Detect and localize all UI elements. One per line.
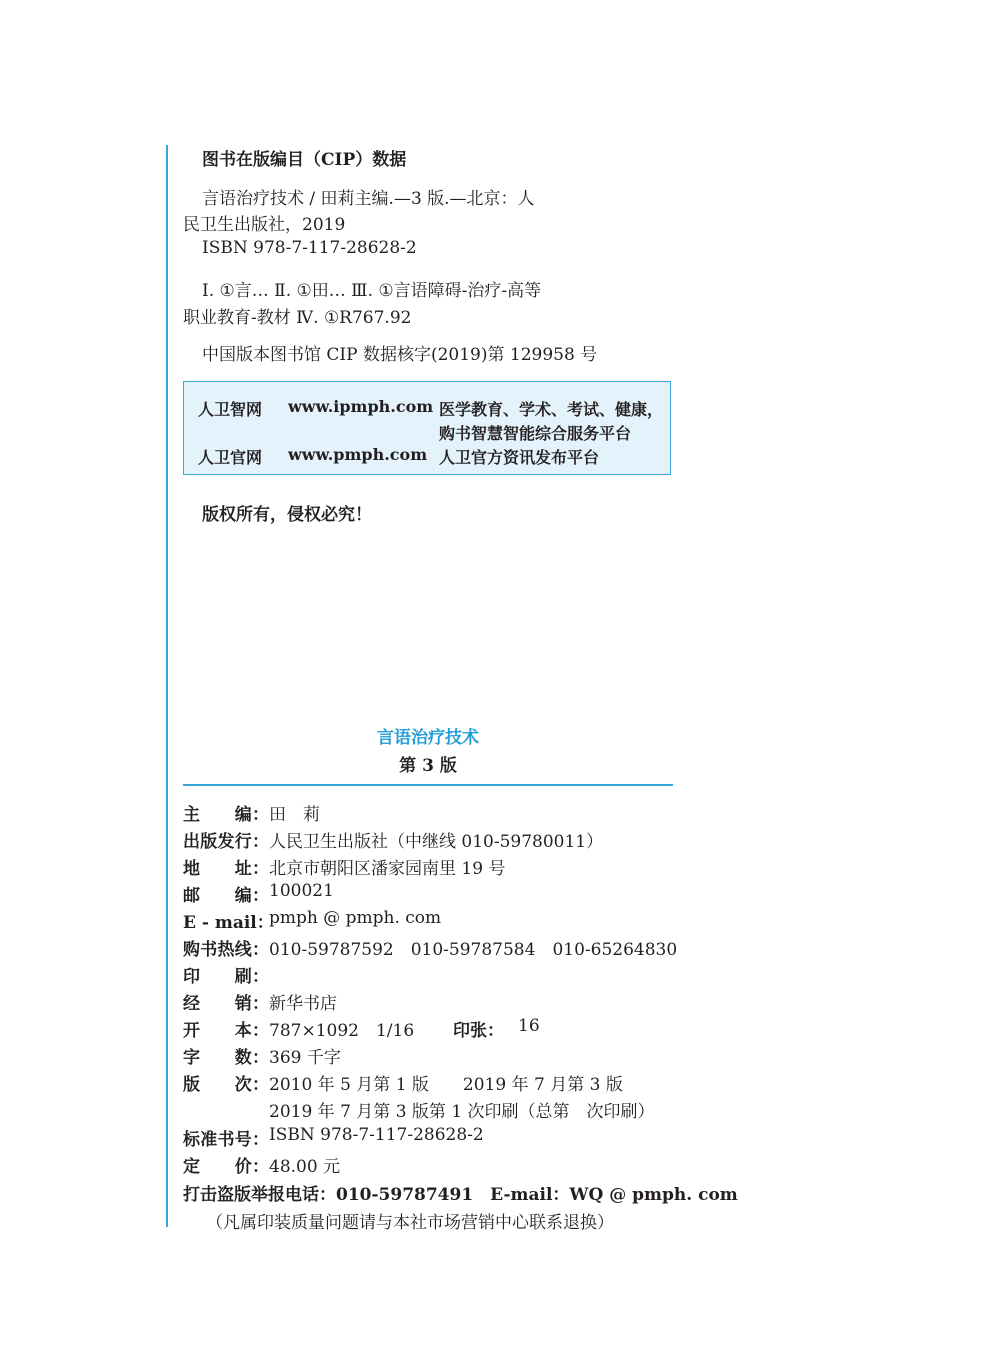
- detail-label: 经 销：: [183, 994, 269, 1014]
- copyright-notice: 版权所有，侵权必究！: [202, 505, 372, 525]
- website-name-ipmph: 人卫智网: [198, 400, 263, 419]
- detail-label: 定 价：: [183, 1157, 269, 1177]
- cip-line-4: Ⅰ. ①言… Ⅱ. ①田… Ⅲ. ①言语障碍-治疗-高等: [202, 281, 542, 301]
- detail-value: 新华书店: [269, 994, 337, 1014]
- detail-label: 邮 编：: [183, 886, 269, 906]
- detail-label: 地 址：: [183, 859, 269, 879]
- detail-value: 北京市朝阳区潘家园南里 19 号: [269, 859, 506, 879]
- detail-label: 主 编：: [183, 805, 269, 825]
- detail-value: 010-59787592 010-59787584 010-65264830: [269, 940, 678, 960]
- cip-line-2: 民卫生出版社，2019: [183, 215, 346, 235]
- cip-line-1: 言语治疗技术 / 田莉主编.—3 版.—北京：人: [202, 189, 535, 209]
- return-notice: （凡属印装质量问题请与本社市场营销中心联系退换）: [206, 1213, 614, 1233]
- website-url-pmph[interactable]: www.pmph.com: [288, 445, 428, 464]
- book-edition: 第 3 版: [399, 756, 457, 776]
- detail-label: 字 数：: [183, 1048, 269, 1068]
- cip-heading: 图书在版编目（CIP）数据: [202, 150, 407, 170]
- website-name-pmph: 人卫官网: [198, 448, 263, 467]
- left-margin-rule: [166, 145, 168, 1227]
- detail-label: 印 刷：: [183, 967, 269, 987]
- detail-value-sheets: 16: [518, 1016, 540, 1036]
- book-title: 言语治疗技术: [377, 728, 479, 748]
- detail-value: 2010 年 5 月第 1 版 2019 年 7 月第 3 版: [269, 1075, 623, 1095]
- detail-value: pmph @ pmph. com: [269, 908, 442, 928]
- detail-label: 购书热线：: [183, 940, 269, 960]
- print-run-line: 2019 年 7 月第 3 版第 1 次印刷（总第 次印刷）: [269, 1102, 655, 1122]
- detail-label: 出版发行：: [183, 832, 269, 852]
- website-info-box: [183, 381, 671, 475]
- detail-value: 48.00 元: [269, 1157, 341, 1177]
- website-desc-ipmph-2: 购书智慧智能综合服务平台: [439, 424, 632, 443]
- detail-value: 369 千字: [269, 1048, 341, 1068]
- detail-value: 田 莉: [269, 805, 320, 825]
- cip-line-6: 中国版本图书馆 CIP 数据核字(2019)第 129958 号: [202, 345, 598, 365]
- cip-line-3: ISBN 978-7-117-28628-2: [202, 238, 417, 258]
- detail-label: E - mail：: [183, 913, 274, 933]
- detail-value: 100021: [269, 881, 334, 901]
- detail-label: 开 本：: [183, 1021, 269, 1041]
- website-desc-pmph: 人卫官方资讯发布平台: [439, 448, 600, 467]
- detail-label: 标准书号：: [183, 1130, 269, 1150]
- cip-line-5: 职业教育-教材 Ⅳ. ①R767.92: [183, 308, 412, 328]
- website-url-ipmph[interactable]: www.ipmph.com: [288, 397, 434, 416]
- anti-piracy-hotline: 打击盗版举报电话：010-59787491 E-mail：WQ @ pmph. com: [183, 1185, 738, 1205]
- detail-label: 版 次：: [183, 1075, 269, 1095]
- colophon-divider: [183, 784, 673, 786]
- detail-value: 人民卫生出版社（中继线 010-59780011）: [269, 832, 604, 852]
- detail-value: ISBN 978-7-117-28628-2: [269, 1125, 484, 1145]
- detail-value: 787×1092 1/16: [269, 1021, 415, 1041]
- website-desc-ipmph-1: 医学教育、学术、考试、健康，: [439, 400, 664, 419]
- detail-label-sheets: 印张：: [453, 1021, 504, 1041]
